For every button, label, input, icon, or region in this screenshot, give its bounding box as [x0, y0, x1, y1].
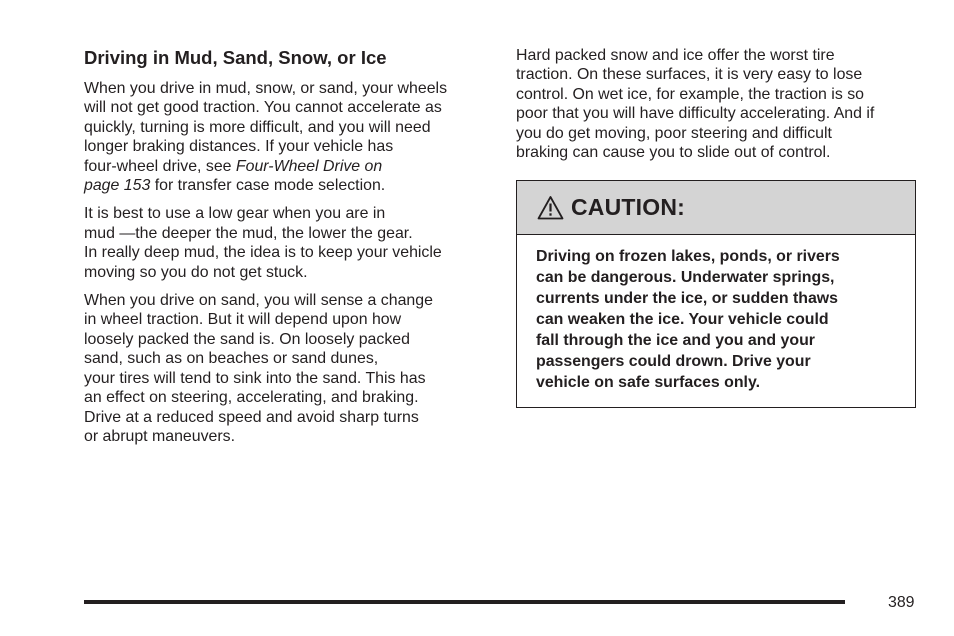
page-number: 389 — [888, 594, 915, 611]
text-line: loosely packed the sand is. On loosely packed — [84, 330, 410, 348]
text-line: braking can cause you to slide out of control. — [516, 144, 831, 162]
paragraph-low-gear — [84, 204, 494, 282]
caution-title: CAUTION: — [571, 194, 686, 220]
text-line: fall through the ice and you and your — [536, 332, 815, 349]
text-line: passengers could drown. Drive your — [536, 353, 811, 370]
text-line: Driving on frozen lakes, ponds, or rivers — [536, 248, 840, 265]
left-column — [84, 46, 494, 455]
text-line: in wheel traction. But it will depend upon how — [84, 311, 402, 329]
text-line: can be dangerous. Underwater springs, — [536, 269, 835, 286]
caution-text — [517, 235, 915, 393]
text-line: will not get good traction. You cannot accelerate as — [84, 99, 442, 117]
text-line: currents under the ice, or sudden thaws — [536, 290, 838, 307]
footer-rule — [84, 600, 845, 604]
text-line: you do get moving, poor steering and difficult — [516, 124, 832, 142]
text-line: your tires will tend to sink into the sand. This has — [84, 369, 426, 387]
text-line: an effect on steering, accelerating, and braking. — [84, 389, 419, 407]
paragraph-sand — [84, 291, 494, 446]
text-line: It is best to use a low gear when you are in — [84, 205, 386, 223]
text-line: or abrupt maneuvers. — [84, 427, 236, 445]
text-line: Hard packed snow and ice offer the worst tire — [516, 47, 835, 64]
text-line: traction. On these surfaces, it is very easy to lose — [516, 66, 863, 84]
text-line: vehicle on safe surfaces only. — [536, 374, 761, 391]
text-line: poor that you will have difficulty accelerating. And if — [516, 105, 875, 123]
text-line: When you drive on sand, you will sense a change — [84, 292, 433, 310]
text-line — [84, 176, 494, 195]
text-line: quickly, turning is more difficult, and you will need — [84, 118, 431, 136]
paragraph-ice-traction — [516, 46, 918, 162]
text-line: sand, such as on beaches or sand dunes, — [84, 350, 379, 368]
text-line: Drive at a reduced speed and avoid sharp turns — [84, 408, 419, 426]
text-line — [84, 157, 494, 176]
text-line: In really deep mud, the idea is to keep your vehicle — [84, 244, 442, 262]
text-segment: four-wheel drive, see — [84, 157, 236, 175]
paragraph-mud-snow-sand — [84, 79, 494, 195]
caution-header — [517, 181, 915, 235]
text-line: When you drive in mud, snow, or sand, your wheels — [84, 80, 448, 97]
text-line: can weaken the ice. Your vehicle could — [536, 311, 829, 328]
section-heading: Driving in Mud, Sand, Snow, or Ice — [84, 47, 387, 68]
right-column — [516, 46, 918, 171]
warning-triangle-icon — [537, 195, 564, 220]
text-segment: for transfer case mode selection. — [150, 177, 386, 195]
text-line: longer braking distances. If your vehicle has — [84, 138, 394, 156]
text-line: control. On wet ice, for example, the traction is so — [516, 85, 864, 103]
text-line: mud —the deeper the mud, the lower the gear. — [84, 224, 413, 242]
cross-reference-link-page[interactable]: page 153 — [84, 177, 151, 195]
text-line: moving so you do not get stuck. — [84, 263, 308, 281]
caution-box — [516, 180, 916, 408]
cross-reference-link[interactable]: Four-Wheel Drive on — [235, 157, 383, 175]
